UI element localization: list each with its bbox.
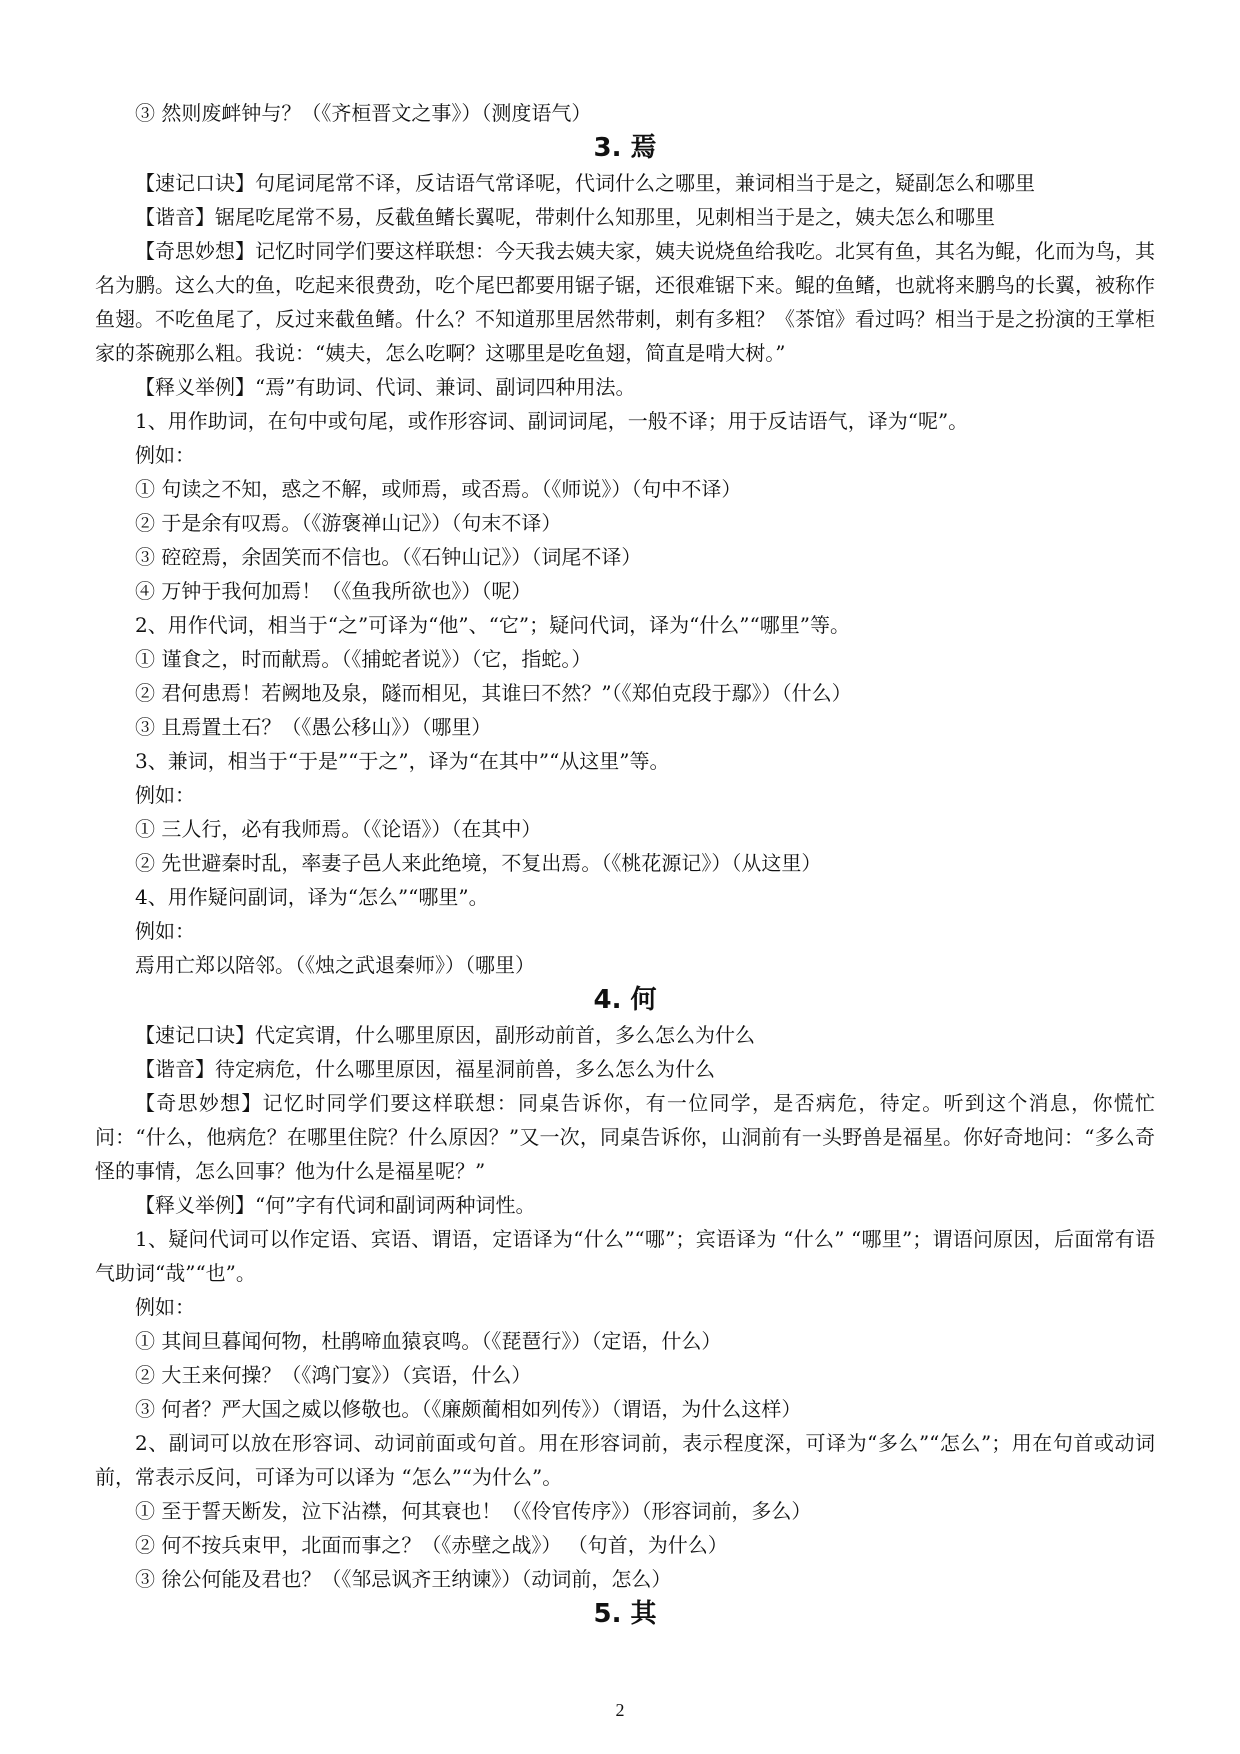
usage-paragraph: 1、疑问代词可以作定语、宾语、谓语，定语译为“什么”“哪”；宾语译为 “什么” “哪里”；谓语问原因，后面常有语气助词“哉”“也”。 — [95, 1227, 1155, 1285]
example-line: ① 至于誓天断发，泣下沾襟，何其衰也！（《伶官传序》）（形容词前，多么） — [135, 1499, 812, 1523]
example-line: ③ 何者？严大国之威以修敬也。（《廉颇蔺相如列传》）（谓语，为什么这样） — [135, 1397, 802, 1421]
usage-paragraph: 2、副词可以放在形容词、动词前面或句首。用在形容词前，表示程度深，可译为“多么”“怎么”；用在句首或动词前，常表示反问，可译为可以译为 “怎么”“为什么”。 — [95, 1431, 1155, 1489]
explanation-line: 【释义举例】“焉”有助词、代词、兼词、副词四种用法。 — [135, 375, 636, 399]
example-label: 例如： — [135, 783, 195, 807]
usage-heading: 1、用作助词，在句中或句尾，或作形容词、副词词尾，一般不译；用于反诘语气，译为“呢”。 — [135, 409, 969, 433]
mnemonic-line: 【速记口诀】代定宾谓，什么哪里原因，副形动前首，多么怎么为什么 — [135, 1023, 755, 1047]
section-heading-qi: 5. 其 — [593, 1599, 657, 1629]
example-line: ② 先世避秦时乱，率妻子邑人来此绝境，不复出焉。（《桃花源记》）（从这里） — [135, 851, 822, 875]
example-label: 例如： — [135, 919, 195, 943]
page-number: 2 — [615, 1700, 625, 1720]
example-line: ④ 万钟于我何加焉！（《鱼我所欲也》）（呢） — [135, 579, 532, 603]
example-line: ① 三人行，必有我师焉。（《论语》）（在其中） — [135, 817, 542, 841]
example-line: ③ 硿硿焉，余固笑而不信也。（《石钟山记》）（词尾不译） — [135, 545, 642, 569]
story-paragraph: 【奇思妙想】记忆时同学们要这样联想：同桌告诉你，有一位同学，是否病危，待定。听到这个消息，你慌忙问：“什么，他病危？在哪里住院？什么原因？”又一次，同桌告诉你，山洞前有一头野兽是福星。你好奇地问：“多么奇怪的事情，怎么回事？他为什么是福星呢？” — [95, 1091, 1155, 1183]
example-label: 例如： — [135, 1295, 195, 1319]
example-line: ② 大王来何操？（《鸿门宴》）（宾语，什么） — [135, 1363, 532, 1387]
section-heading-yan: 3. 焉 — [593, 133, 657, 163]
example-line: ③ 且焉置土石？（《愚公移山》）（哪里） — [135, 715, 492, 739]
usage-heading: 3、兼词，相当于“于是”“于之”，译为“在其中”“从这里”等。 — [135, 749, 670, 773]
example-line: ② 君何患焉！若阙地及泉，隧而相见，其谁曰不然？”（《郑伯克段于鄢》）（什么） — [135, 681, 852, 705]
example-line: 焉用亡郑以陪邻。（《烛之武退秦师》）（哪里） — [135, 953, 535, 977]
usage-heading: 4、用作疑问副词，译为“怎么”“哪里”。 — [135, 885, 489, 909]
explanation-line: 【释义举例】“何”字有代词和副词两种词性。 — [135, 1193, 536, 1217]
document-page — [95, 96, 1155, 1632]
example-line: ② 于是余有叹焉。（《游褒禅山记》）（句末不译） — [135, 511, 562, 535]
example-line: ③ 然则废衅钟与？（《齐桓晋文之事》）（测度语气） — [135, 101, 592, 125]
example-line: ③ 徐公何能及君也？（《邹忌讽齐王纳谏》）（动词前，怎么） — [135, 1567, 672, 1591]
story-paragraph: 【奇思妙想】记忆时同学们要这样联想：今天我去姨夫家，姨夫说烧鱼给我吃。北冥有鱼，其名为鲲，化而为鸟，其名为鹏。这么大的鱼，吃起来很费劲，吃个尾巴都要用锯子锯，还很难锯下来。鲲的鱼鳍，也就将来鹏鸟的长翼，被称作鱼翅。不吃鱼尾了，反过来截鱼鳍。什么？不知道那里居然带刺，刺有多粗？《茶馆》看过吗？相当于是之扮演的王掌柜家的茶碗那么粗。我说：“姨夫，怎么吃啊？这哪里是吃鱼翅，简直是啃大树。” — [95, 239, 1155, 365]
homophone-line: 【谐音】待定病危，什么哪里原因，福星洞前兽，多么怎么为什么 — [135, 1057, 715, 1081]
section-heading-he: 4. 何 — [593, 985, 657, 1015]
example-line: ① 谨食之，时而献焉。（《捕蛇者说》）（它，指蛇。） — [135, 647, 592, 671]
example-label: 例如： — [135, 443, 195, 467]
example-line: ① 句读之不知，惑之不解，或师焉，或否焉。（《师说》）（句中不译） — [135, 477, 742, 501]
mnemonic-line: 【速记口诀】句尾词尾常不译，反诘语气常译呢，代词什么之哪里，兼词相当于是之，疑副怎么和哪里 — [135, 171, 1035, 195]
example-line: ② 何不按兵束甲，北面而事之？（《赤壁之战》） （句首，为什么） — [135, 1533, 728, 1557]
usage-heading: 2、用作代词，相当于“之”可译为“他”、“它”；疑问代词，译为“什么”“哪里”等。 — [135, 613, 850, 637]
example-line: ① 其间旦暮闻何物，杜鹃啼血猿哀鸣。（《琵琶行》）（定语，什么） — [135, 1329, 722, 1353]
homophone-line: 【谐音】锯尾吃尾常不易，反截鱼鳍长翼呢，带刺什么知那里，见刺相当于是之，姨夫怎么和哪里 — [135, 205, 995, 229]
